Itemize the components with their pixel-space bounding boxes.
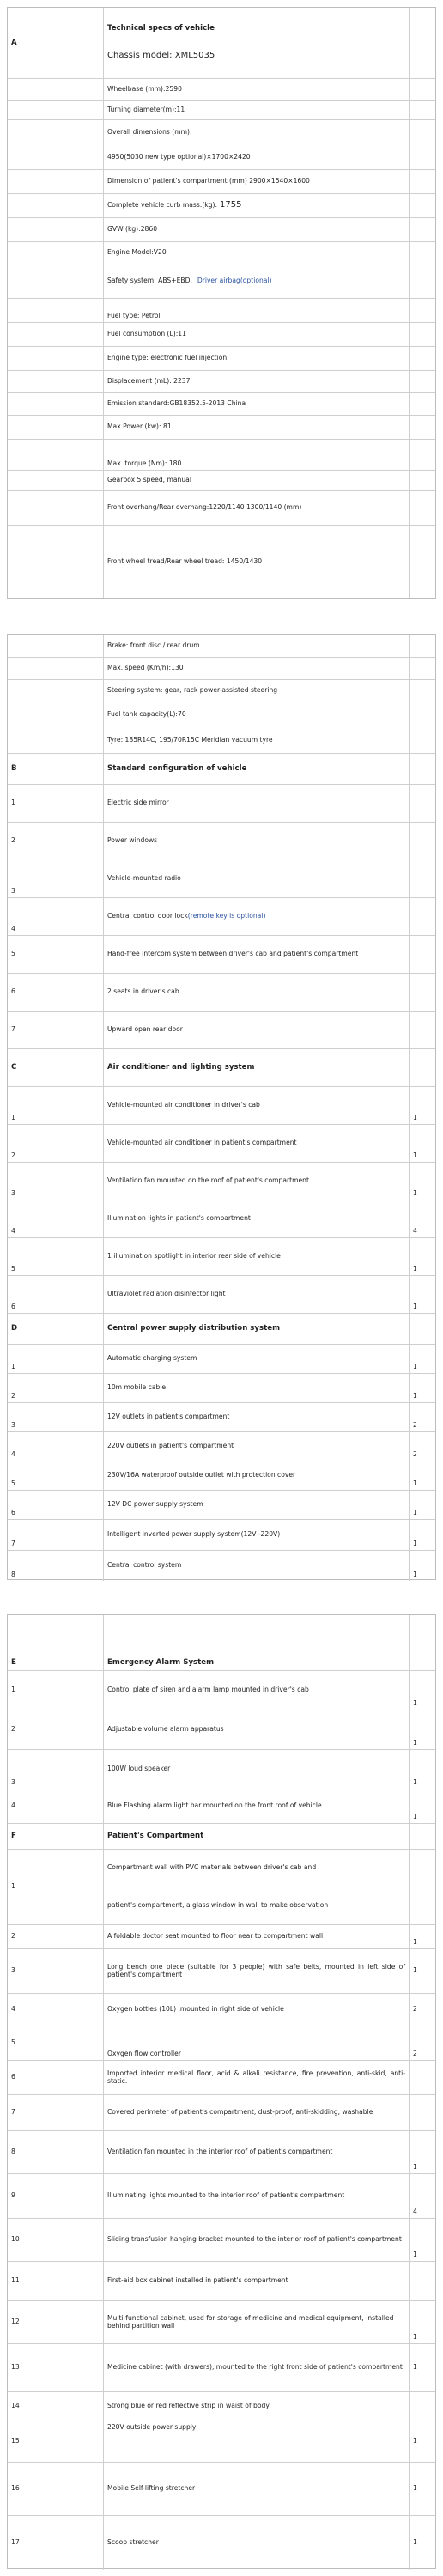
spec-text: Fuel consumption (L):11 bbox=[104, 322, 410, 346]
item-number: 4 bbox=[8, 897, 104, 935]
item-qty: 4 bbox=[413, 1226, 417, 1235]
item-text: Mobile Self-lifting stretcher bbox=[104, 2462, 410, 2515]
item-row bbox=[8, 2060, 435, 2095]
item-text: Long bench one piece (suitable for 3 people) with safe belts, mounted in left side of patient's compartment bbox=[104, 1948, 410, 1993]
item-text: 100W loud speaker bbox=[104, 1749, 410, 1789]
item-number: 12 bbox=[8, 2300, 104, 2343]
item-number: 16 bbox=[8, 2462, 104, 2515]
item-number: 13 bbox=[8, 2343, 104, 2391]
item-qty: 4 bbox=[413, 2207, 417, 2215]
section-a-header-row bbox=[8, 8, 435, 79]
item-qty bbox=[410, 897, 437, 935]
spec-text: Engine Model:V20 bbox=[104, 241, 410, 264]
spec-row bbox=[8, 470, 435, 491]
item-number: 3 bbox=[8, 1948, 104, 1993]
item-text: Scoop stretcher bbox=[104, 2515, 410, 2570]
item-number: 1 bbox=[8, 1086, 104, 1124]
spec-table-a bbox=[7, 7, 436, 599]
item-number: 2 bbox=[8, 1124, 104, 1162]
spec-text: Displacement (mL): 2237 bbox=[104, 370, 410, 392]
item-qty: 1 bbox=[413, 1570, 417, 1578]
section-title: Standard configuration of vehicle bbox=[104, 753, 410, 784]
item-text: Upward open rear door bbox=[104, 1011, 410, 1048]
spec-value: 1755 bbox=[220, 199, 242, 210]
spec-text: Fuel type: Petrol bbox=[104, 298, 410, 322]
spec-row bbox=[8, 370, 435, 393]
section-title: Patient's Compartment bbox=[104, 1823, 410, 1849]
item-number: 4 bbox=[8, 1993, 104, 2026]
item-number: 5 bbox=[8, 1237, 104, 1275]
item-text: Medicine cabinet (with drawers), mounted to the right front side of patient's compartment bbox=[104, 2343, 410, 2391]
item-row bbox=[8, 1431, 435, 1461]
item-qty bbox=[410, 2060, 437, 2094]
item-row bbox=[8, 1948, 435, 1994]
item-number: 8 bbox=[8, 2130, 104, 2173]
item-text: Intelligent inverted power supply system(12V -220V) bbox=[104, 1519, 410, 1550]
spec-table-bcd bbox=[7, 634, 436, 1580]
spec-text: Dimension of patient's compartment (mm) 2900×1540×1600 bbox=[104, 169, 410, 193]
item-number: 3 bbox=[8, 860, 104, 897]
item-row bbox=[8, 1749, 435, 1789]
item-row bbox=[8, 1011, 435, 1049]
item-row bbox=[8, 822, 435, 860]
spec-row bbox=[8, 217, 435, 242]
item-number: 5 bbox=[8, 2026, 104, 2060]
item-number: 4 bbox=[8, 1789, 104, 1823]
item-number: 15 bbox=[8, 2421, 104, 2462]
item-qty bbox=[410, 1011, 437, 1048]
item-number: 1 bbox=[8, 1670, 104, 1710]
item-number: 7 bbox=[8, 2094, 104, 2130]
item-qty: 1 bbox=[413, 1479, 417, 1487]
item-number: 4 bbox=[8, 1431, 104, 1461]
section-letter: D bbox=[8, 1313, 104, 1344]
item-text: A foldable doctor seat mounted to floor near to compartment wall bbox=[104, 1924, 410, 1948]
item-text: 12V DC power supply system bbox=[104, 1490, 410, 1519]
item-text: Illumination lights in patient's compartment bbox=[104, 1200, 410, 1237]
item-text: Vehicle-mounted radio bbox=[104, 860, 410, 897]
item-text: Imported interior medical floor, acid & alkali resistance, fire prevention, anti-skid, anti-static. bbox=[104, 2060, 410, 2094]
item-row bbox=[8, 2515, 435, 2570]
item-row bbox=[8, 1162, 435, 1200]
item-text: Electric side mirror bbox=[104, 784, 410, 822]
item-qty bbox=[410, 2391, 437, 2421]
item-number: 2 bbox=[8, 1373, 104, 1402]
item-number: 9 bbox=[8, 2173, 104, 2218]
item-text: Sliding transfusion hanging bracket mounted to the interior roof of patient's compartment bbox=[104, 2218, 410, 2261]
section-header-row bbox=[8, 753, 435, 785]
item-row bbox=[8, 1275, 435, 1314]
item-text: Oxygen flow controller bbox=[104, 2026, 410, 2060]
item-text: Compartment wall with PVC materials between driver's cab and bbox=[107, 1863, 317, 1872]
item-row bbox=[8, 2218, 435, 2262]
spec-text: Steering system: gear, rack power-assisted steering bbox=[104, 679, 410, 702]
spec-row bbox=[8, 415, 435, 440]
item-qty: 1 bbox=[413, 1362, 417, 1370]
spec-row bbox=[8, 490, 435, 526]
item-row bbox=[8, 2094, 435, 2131]
item-text: 1 illumination spotlight in interior rear side of vehicle bbox=[104, 1237, 410, 1275]
item-row bbox=[8, 935, 435, 974]
spec-text: Gearbox 5 speed, manual bbox=[104, 470, 410, 490]
spec-text: Front wheel tread/Rear wheel tread: 1450/1430 bbox=[104, 525, 410, 598]
spec-row bbox=[8, 525, 435, 598]
item-text: Blue Flashing alarm light bar mounted on the front roof of vehicle bbox=[104, 1789, 410, 1823]
item-number: 3 bbox=[8, 1402, 104, 1431]
chassis-model: Chassis model: XML5035 bbox=[107, 51, 215, 61]
item-qty: 1 bbox=[413, 1812, 417, 1820]
spec-row bbox=[8, 241, 435, 264]
item-qty bbox=[410, 2261, 437, 2300]
item-qty bbox=[410, 2094, 437, 2130]
item-qty bbox=[410, 935, 437, 973]
item-text: 220V outside power supply bbox=[104, 2421, 410, 2462]
spec-row bbox=[8, 100, 435, 120]
item-text: Multi-functional cabinet, used for storage of medicine and medical equipment, installed behind partition wall bbox=[104, 2300, 410, 2343]
item-qty: 1 bbox=[413, 1188, 417, 1197]
item-text: 230V/16A waterproof outside outlet with protection cover bbox=[104, 1461, 410, 1490]
item-number: 2 bbox=[8, 1710, 104, 1749]
item-text: Strong blue or red reflective strip in waist of body bbox=[104, 2391, 410, 2421]
spec-text: Max Power (kw): 81 bbox=[104, 415, 410, 439]
item-text: 10m mobile cable bbox=[104, 1373, 410, 1402]
spec-text: Turning diameter(m):11 bbox=[104, 100, 410, 119]
item-number: 10 bbox=[8, 2218, 104, 2261]
item-number: 11 bbox=[8, 2261, 104, 2300]
item-row bbox=[8, 1789, 435, 1824]
item-qty: 2 bbox=[413, 2049, 417, 2057]
spec-row bbox=[8, 169, 435, 194]
item-row bbox=[8, 784, 435, 823]
item-text: Ventilation fan mounted on the roof of patient's compartment bbox=[104, 1162, 410, 1200]
item-qty: 1 bbox=[413, 1966, 417, 1975]
item-row bbox=[8, 2300, 435, 2344]
item-number: 6 bbox=[8, 1275, 104, 1313]
item-qty bbox=[410, 973, 437, 1011]
item-qty: 1 bbox=[413, 1698, 417, 1707]
item-qty: 1 bbox=[413, 1777, 417, 1786]
item-number: 2 bbox=[8, 1924, 104, 1948]
item-number: 17 bbox=[8, 2515, 104, 2570]
item-text: 12V outlets in patient's compartment bbox=[104, 1402, 410, 1431]
item-row bbox=[8, 1519, 435, 1551]
item-row bbox=[8, 1490, 435, 1520]
item-number: 2 bbox=[8, 822, 104, 860]
section-header-row bbox=[8, 1048, 435, 1087]
item-text: 2 seats in driver's cab bbox=[104, 973, 410, 1011]
item-qty bbox=[410, 822, 437, 860]
item-qty: 1 bbox=[413, 1937, 417, 1946]
item-row bbox=[8, 973, 435, 1012]
item-number: 1 bbox=[8, 1849, 104, 1924]
spec-text: Max. torque (Nm): 180 bbox=[104, 439, 410, 470]
spec-row bbox=[8, 439, 435, 471]
item-optional-note: (remote key is optional) bbox=[187, 912, 266, 920]
item-number: 5 bbox=[8, 1461, 104, 1490]
section-title: Air conditioner and lighting system bbox=[104, 1048, 410, 1086]
item-qty bbox=[410, 860, 437, 897]
spec-text: Complete vehicle curb mass:(kg): bbox=[107, 201, 218, 210]
spec-row bbox=[8, 264, 435, 299]
item-number: 4 bbox=[8, 1200, 104, 1237]
item-qty: 1 bbox=[413, 1508, 417, 1516]
item-number: 3 bbox=[8, 1749, 104, 1789]
item-row bbox=[8, 1710, 435, 1750]
item-row bbox=[8, 1124, 435, 1163]
item-text: Control plate of siren and alarm lamp mounted in driver's cab bbox=[104, 1670, 410, 1710]
section-letter: A bbox=[8, 8, 104, 78]
item-text: Automatic charging system bbox=[104, 1344, 410, 1373]
item-row bbox=[8, 1461, 435, 1491]
item-row bbox=[8, 2421, 435, 2463]
item-number: 6 bbox=[8, 1490, 104, 1519]
spec-text: Safety system: ABS+EBD, bbox=[107, 276, 192, 285]
item-text: Central control system bbox=[104, 1550, 410, 1581]
spec-row bbox=[8, 298, 435, 323]
item-qty: 1 bbox=[413, 1738, 417, 1747]
item-number: 5 bbox=[8, 935, 104, 973]
item-row bbox=[8, 1086, 435, 1125]
item-number: 3 bbox=[8, 1162, 104, 1200]
spec-text: Overall dimensions (mm): bbox=[107, 127, 192, 136]
item-qty: 1 bbox=[413, 1151, 417, 1159]
item-row bbox=[8, 2462, 435, 2516]
item-row bbox=[8, 1550, 435, 1581]
item-text: Vehicle-mounted air conditioner in patient's compartment bbox=[104, 1124, 410, 1162]
section-header-row bbox=[8, 1615, 435, 1671]
item-row bbox=[8, 1993, 435, 2026]
item-row bbox=[8, 1402, 435, 1432]
spec-text: Max. speed (Km/h):130 bbox=[104, 657, 410, 679]
item-qty: 1 bbox=[413, 1113, 417, 1121]
section-header-row bbox=[8, 1313, 435, 1345]
spec-text: 4950(5030 new type optional)×1700×2420 bbox=[107, 152, 251, 161]
item-text: Power windows bbox=[104, 822, 410, 860]
item-row bbox=[8, 1237, 435, 1276]
item-qty bbox=[410, 784, 437, 822]
item-qty: 1 bbox=[413, 1539, 417, 1547]
item-qty: 1 bbox=[413, 2484, 417, 2493]
spec-text: Front overhang/Rear overhang:1220/1140 1300/1140 (mm) bbox=[104, 490, 410, 525]
item-row bbox=[8, 1849, 435, 1925]
item-number: 6 bbox=[8, 2060, 104, 2094]
item-text: Hand-free Intercom system between driver's cab and patient's compartment bbox=[104, 935, 410, 973]
spec-text: Fuel tank capacity(L):70 bbox=[107, 710, 186, 719]
spec-row bbox=[8, 346, 435, 371]
item-row bbox=[8, 1344, 435, 1374]
section-letter: E bbox=[8, 1615, 104, 1670]
item-qty: 1 bbox=[413, 2437, 417, 2445]
spec-text: Emission standard:GB18352.5-2013 China bbox=[104, 392, 410, 415]
item-qty: 1 bbox=[413, 1264, 417, 1273]
section-title: Emergency Alarm System bbox=[104, 1615, 410, 1670]
item-row bbox=[8, 2130, 435, 2174]
item-number: 7 bbox=[8, 1011, 104, 1048]
section-title: Central power supply distribution system bbox=[104, 1313, 410, 1344]
item-qty: 1 bbox=[413, 2363, 417, 2372]
item-row bbox=[8, 2391, 435, 2421]
spec-row bbox=[8, 702, 435, 754]
item-qty: 2 bbox=[413, 2005, 417, 2014]
item-text: Ventilation fan mounted in the interior roof of patient's compartment bbox=[104, 2130, 410, 2173]
spec-row bbox=[8, 392, 435, 416]
item-row bbox=[8, 897, 435, 936]
spec-row bbox=[8, 119, 435, 170]
spec-text: Brake: front disc / rear drum bbox=[104, 635, 410, 657]
spec-row bbox=[8, 193, 435, 218]
item-number: 14 bbox=[8, 2391, 104, 2421]
item-qty: 1 bbox=[413, 2162, 417, 2171]
item-row bbox=[8, 2261, 435, 2301]
item-number: 1 bbox=[8, 1344, 104, 1373]
spec-text: Engine type: electronic fuel injection bbox=[104, 346, 410, 370]
spec-optional: Driver airbag(optional) bbox=[197, 276, 272, 285]
item-qty: 1 bbox=[413, 2332, 417, 2341]
item-qty: 1 bbox=[413, 2538, 417, 2547]
item-number: 6 bbox=[8, 973, 104, 1011]
item-row bbox=[8, 2173, 435, 2219]
item-qty: 1 bbox=[413, 1391, 417, 1400]
item-text: Covered perimeter of patient's compartment, dust-proof, anti-skidding, washable bbox=[104, 2094, 410, 2130]
item-qty: 2 bbox=[413, 1420, 417, 1429]
item-row bbox=[8, 1373, 435, 1403]
section-letter: F bbox=[8, 1823, 104, 1849]
item-row bbox=[8, 1670, 435, 1710]
item-qty: 1 bbox=[413, 1302, 417, 1310]
section-letter: B bbox=[8, 753, 104, 784]
spec-row bbox=[8, 679, 435, 702]
item-qty: 2 bbox=[413, 1449, 417, 1458]
item-text-line2: patient's compartment, a glass window in wall to make observation bbox=[107, 1901, 329, 1910]
item-text: Vehicle-mounted air conditioner in driver's cab bbox=[104, 1086, 410, 1124]
spec-text: Wheelbase (mm):2590 bbox=[104, 78, 410, 100]
item-row bbox=[8, 1200, 435, 1238]
spec-row bbox=[8, 322, 435, 347]
item-text: Ultraviolet radiation disinfector light bbox=[104, 1275, 410, 1313]
section-letter: C bbox=[8, 1048, 104, 1086]
item-number: 7 bbox=[8, 1519, 104, 1550]
spec-text: GVW (kg):2860 bbox=[104, 217, 410, 241]
item-row bbox=[8, 860, 435, 898]
spec-text: Tyre: 185R14C, 195/70R15C Meridian vacuum tyre bbox=[107, 736, 273, 744]
item-row bbox=[8, 2026, 435, 2061]
item-qty bbox=[410, 1849, 437, 1924]
spec-row bbox=[8, 657, 435, 680]
item-text: Oxygen bottles (10L) ,mounted in right side of vehicle bbox=[104, 1993, 410, 2026]
item-number: 1 bbox=[8, 784, 104, 822]
item-text: First-aid box cabinet installed in patient's compartment bbox=[104, 2261, 410, 2300]
section-header-row bbox=[8, 1823, 435, 1850]
item-qty: 1 bbox=[413, 2250, 417, 2258]
item-text: Illuminating lights mounted to the interior roof of patient's compartment bbox=[104, 2173, 410, 2218]
spec-row bbox=[8, 78, 435, 101]
item-text: Central control door lock bbox=[107, 912, 188, 920]
item-row bbox=[8, 2343, 435, 2392]
item-row bbox=[8, 1924, 435, 1949]
spec-row bbox=[8, 635, 435, 658]
spec-table-ef bbox=[7, 1614, 436, 2569]
section-title: Technical specs of vehicle bbox=[107, 24, 215, 33]
item-number: 8 bbox=[8, 1550, 104, 1581]
item-text: 220V outlets in patient's compartment bbox=[104, 1431, 410, 1461]
item-text: Adjustable volume alarm apparatus bbox=[104, 1710, 410, 1749]
